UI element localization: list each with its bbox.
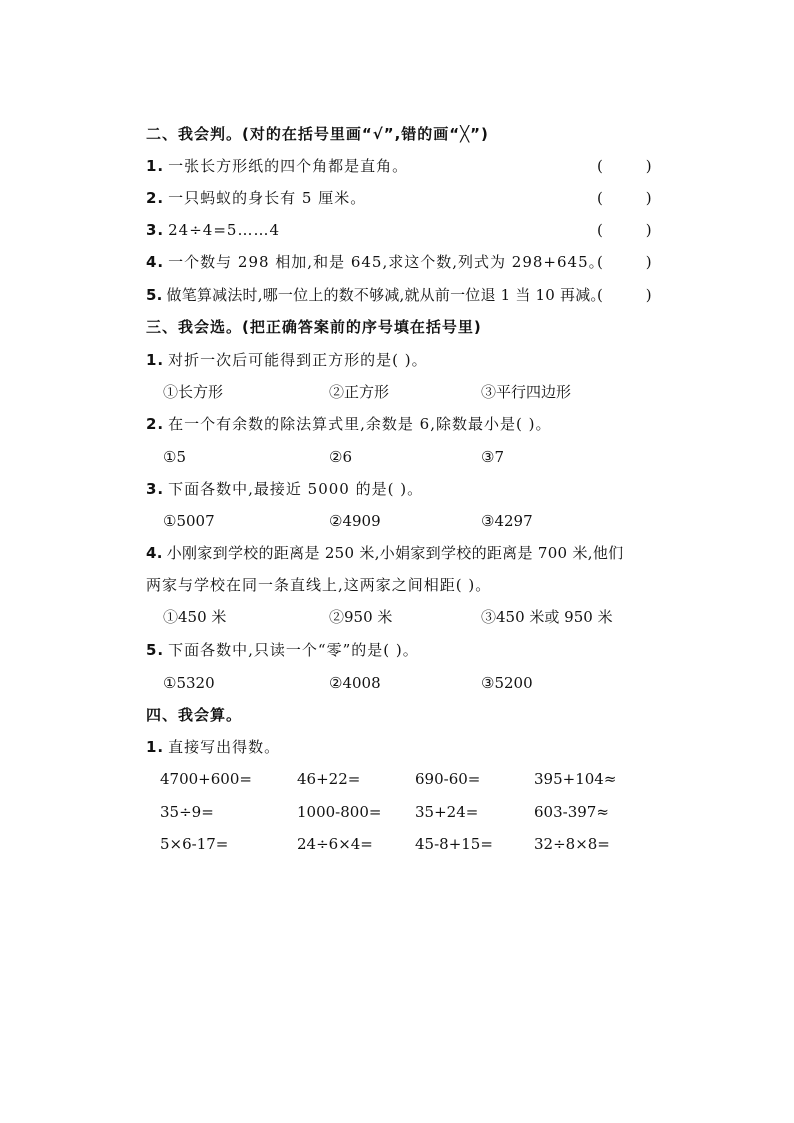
choice-2-option-b[interactable]: ②6 <box>329 448 352 466</box>
choice-5-option-a[interactable]: ①5320 <box>163 674 215 692</box>
calc-item: 35÷9= <box>160 803 214 821</box>
calc-item: 690-60= <box>415 770 481 788</box>
choice-question-1: 1. 对折一次后可能得到正方形的是( )。 <box>146 351 428 369</box>
answer-blank-3[interactable]: ( ) <box>597 221 652 239</box>
choice-question-2: 2. 在一个有余数的除法算式里,余数是 6,除数最小是( )。 <box>146 415 552 433</box>
section-2-title: 二、我会判。(对的在括号里画“√”,错的画“╳”) <box>146 125 489 143</box>
calc-item: 45-8+15= <box>415 835 493 853</box>
calc-item: 24÷6×4= <box>297 835 373 853</box>
calc-item: 395+104≈ <box>534 770 617 788</box>
section-3-title: 三、我会选。(把正确答案前的序号填在括号里) <box>146 318 482 336</box>
choice-2-option-c[interactable]: ③7 <box>481 448 504 466</box>
calc-item: 603-397≈ <box>534 803 609 821</box>
choice-question-3: 3. 下面各数中,最接近 5000 的是( )。 <box>146 480 424 498</box>
answer-blank-4[interactable]: ( ) <box>597 253 652 271</box>
answer-blank-2[interactable]: ( ) <box>597 189 652 207</box>
judge-item-5: 5. 做笔算减法时,哪一位上的数不够减,就从前一位退 1 当 10 再减。 <box>146 286 606 304</box>
judge-item-3: 3. 24÷4=5……4 <box>146 221 280 239</box>
choice-question-5: 5. 下面各数中,只读一个“零”的是( )。 <box>146 641 419 659</box>
choice-4-option-a[interactable]: ①450 米 <box>163 608 227 626</box>
choice-3-option-b[interactable]: ②4909 <box>329 512 381 530</box>
calc-item: 5×6-17= <box>160 835 229 853</box>
choice-1-option-c[interactable]: ③平行四边形 <box>481 383 572 401</box>
section-4-title: 四、我会算。 <box>146 706 243 724</box>
choice-question-4: 4. 小刚家到学校的距离是 250 米,小娟家到学校的距离是 700 米,他们 <box>146 544 624 562</box>
choice-1-option-a[interactable]: ①长方形 <box>163 383 224 401</box>
calc-item: 46+22= <box>297 770 361 788</box>
choice-3-option-c[interactable]: ③4297 <box>481 512 533 530</box>
choice-4-option-b[interactable]: ②950 米 <box>329 608 393 626</box>
judge-item-1: 1. 一张长方形纸的四个角都是直角。 <box>146 157 409 175</box>
calc-item: 32÷8×8= <box>534 835 610 853</box>
judge-item-4: 4. 一个数与 298 相加,和是 645,求这个数,列式为 298+645。 <box>146 253 605 271</box>
choice-5-option-c[interactable]: ③5200 <box>481 674 533 692</box>
answer-blank-5[interactable]: ( ) <box>597 286 652 304</box>
answer-blank-1[interactable]: ( ) <box>597 157 652 175</box>
choice-1-option-b[interactable]: ②正方形 <box>329 383 390 401</box>
choice-4-option-c[interactable]: ③450 米或 950 米 <box>481 608 613 626</box>
choice-3-option-a[interactable]: ①5007 <box>163 512 215 530</box>
calc-item: 35+24= <box>415 803 479 821</box>
calc-item: 1000-800= <box>297 803 382 821</box>
calc-item: 4700+600= <box>160 770 252 788</box>
calc-subtitle: 1. 直接写出得数。 <box>146 738 281 756</box>
choice-2-option-a[interactable]: ①5 <box>163 448 186 466</box>
judge-item-2: 2. 一只蚂蚁的身长有 5 厘米。 <box>146 189 367 207</box>
choice-question-4-continued: 两家与学校在同一条直线上,这两家之间相距( )。 <box>146 576 492 594</box>
choice-5-option-b[interactable]: ②4008 <box>329 674 381 692</box>
